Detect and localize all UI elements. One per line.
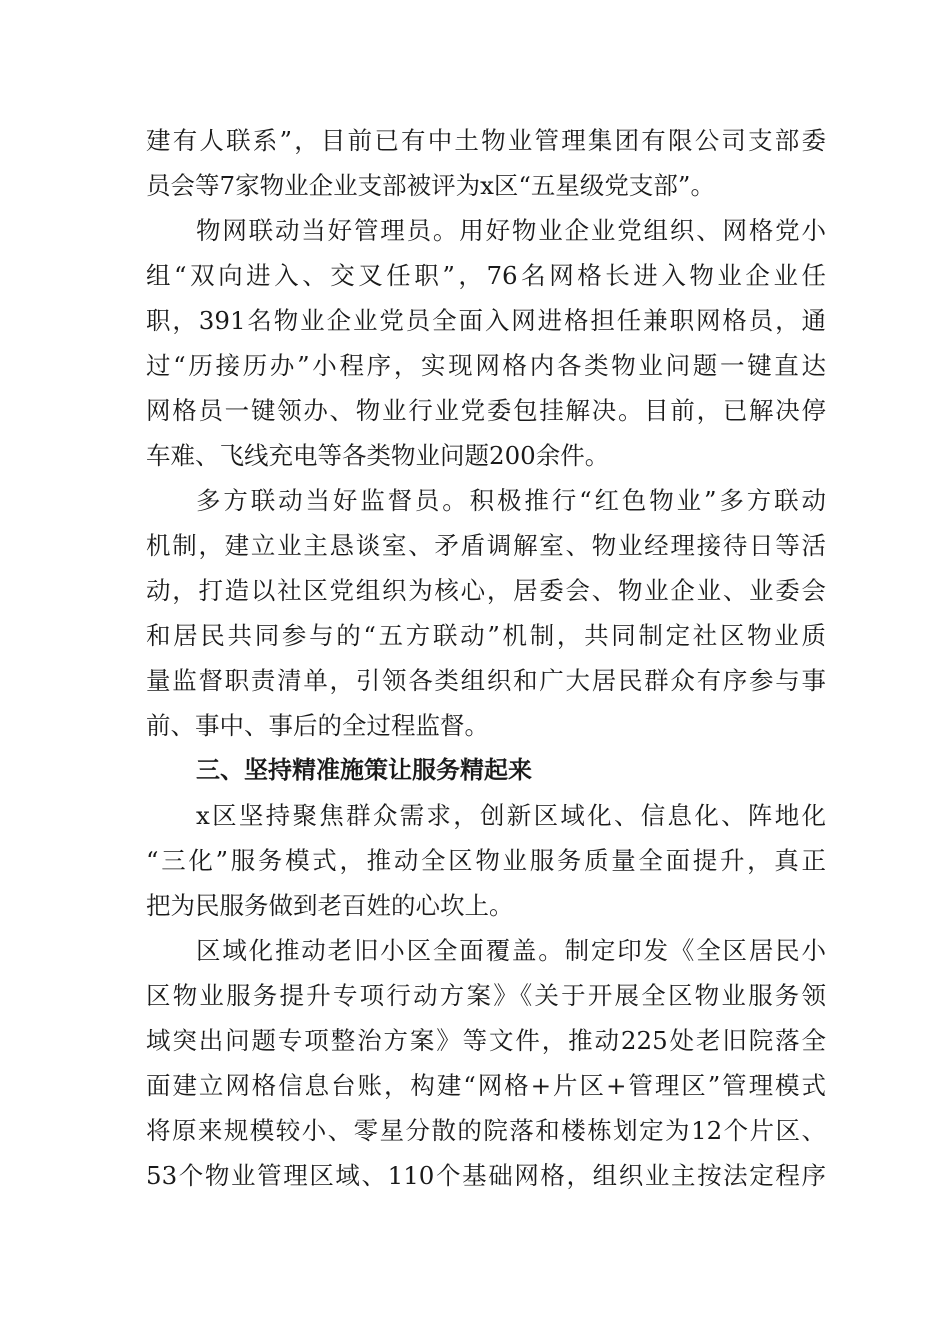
text-line: 域突出问题专项整治方案》等文件，推动225处老旧院落全 bbox=[146, 1026, 826, 1055]
text-line: 动，打造以社区党组织为核心，居委会、物业企业、业委会 bbox=[146, 576, 826, 605]
text-line: 53个物业管理区域、110个基础网格，组织业主按法定程序 bbox=[146, 1161, 826, 1190]
text-line: 过“历接历办”小程序，实现网格内各类物业问题一键直达 bbox=[146, 351, 826, 380]
text-line: 将原来规模较小、零星分散的院落和楼栋划定为12个片区、 bbox=[146, 1116, 826, 1145]
text-line: 网格员一键领办、物业行业党委包挂解决。目前，已解决停 bbox=[146, 396, 826, 425]
paragraph-start-line: 区域化推动老旧小区全面覆盖。制定印发《全区居民小 bbox=[196, 936, 826, 965]
text-line: 建有人联系”，目前已有中土物业管理集团有限公司支部委 bbox=[146, 126, 826, 155]
paragraph-start-line: 多方联动当好监督员。积极推行“红色物业”多方联动 bbox=[196, 486, 826, 515]
text-line: 面建立网格信息台账，构建“网格+片区+管理区”管理模式 bbox=[146, 1071, 826, 1100]
text-line: 车难、飞线充电等各类物业问题200余件。 bbox=[146, 441, 610, 470]
text-line: 和居民共同参与的“五方联动”机制，共同制定社区物业质 bbox=[146, 621, 826, 650]
paragraph-start-line: x区坚持聚焦群众需求，创新区域化、信息化、阵地化 bbox=[196, 801, 826, 830]
text-line: 区物业服务提升专项行动方案》《关于开展全区物业服务领 bbox=[146, 981, 826, 1010]
text-line: “三化”服务模式，推动全区物业服务质量全面提升，真正 bbox=[146, 846, 826, 875]
text-line: 组“双向进入、交叉任职”，76名网格长进入物业企业任 bbox=[146, 261, 826, 290]
text-line: 机制，建立业主恳谈室、矛盾调解室、物业经理接待日等活 bbox=[146, 531, 826, 560]
text-line: 量监督职责清单，引领各类组织和广大居民群众有序参与事 bbox=[146, 666, 826, 695]
text-line: 把为民服务做到老百姓的心坎上。 bbox=[146, 891, 514, 920]
text-line: 前、事中、事后的全过程监督。 bbox=[146, 711, 489, 740]
text-line: 职，391名物业企业党员全面入网进格担任兼职网格员，通 bbox=[146, 306, 826, 335]
text-line: 员会等7家物业企业支部被评为x区“五星级党支部”。 bbox=[146, 171, 715, 200]
paragraph-start-line: 物网联动当好管理员。用好物业企业党组织、网格党小 bbox=[196, 216, 826, 245]
section-heading: 三、坚持精准施策让服务精起来 bbox=[196, 756, 532, 784]
document-page bbox=[146, 118, 826, 1198]
